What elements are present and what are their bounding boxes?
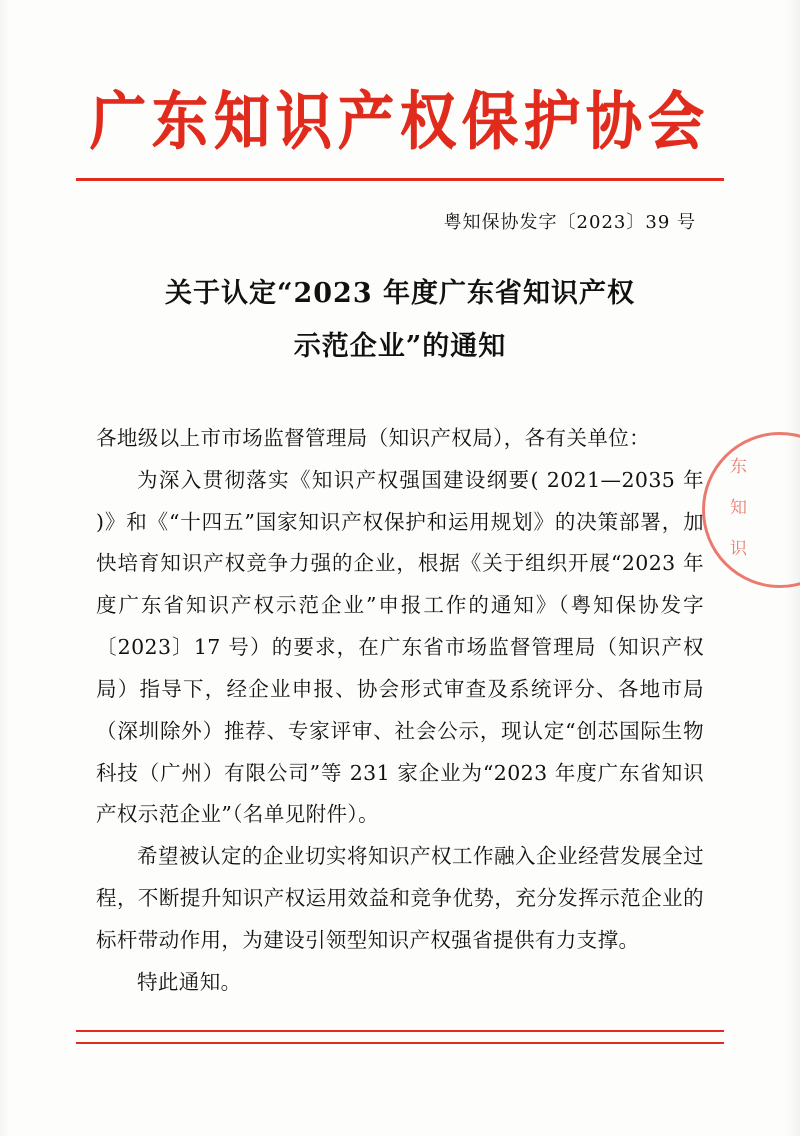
page-title <box>100 268 700 373</box>
document-number: 粤知保协发字〔2023〕39 号 <box>443 212 696 233</box>
masthead <box>0 84 800 159</box>
page-left-shadow <box>0 0 10 1136</box>
body-paragraph-1: 为深入贯彻落实《知识产权强国建设纲要( 2021—2035 年 )》和《“十四五”国家知识产权保护和运用规划》的决策部署，加快培育知识产权竞争力强的企业，根据《关于组织开展“2023 年度广东省知识产权示范企业”申报工作的通知》（粤知保协发字〔2023〕17 号）的要求，在广东省市场监督管理局（知识产权局）指导下，经企业申报、协会形式审查及系统评分、各地市局（深圳除外）推荐、专家评审、社会公示，现认定“创芯国际生物科技（广州）有限公司”等 231 家企业为“2023 年度广东省知识产权示范企业”（名单见附件）。 <box>96 467 704 827</box>
organization-name: 广东知识产权保护协会 <box>90 84 710 159</box>
footer-divider-rule-bottom <box>76 1042 724 1045</box>
document-body <box>96 418 704 1003</box>
official-seal-stamp <box>702 432 800 588</box>
seal-text: 东 知 识 <box>726 457 746 558</box>
page-title-line-1: 关于认定“2023 年度广东省知识产权 <box>164 278 636 309</box>
body-paragraph-closing: 特此通知。 <box>137 969 242 994</box>
body-paragraph-2: 希望被认定的企业切实将知识产权工作融入企业经营发展全过程，不断提升知识产权运用效益和竞争优势，充分发挥示范企业的标杆带动作用，为建设引领型知识产权强省提供有力支撑。 <box>96 844 704 952</box>
page-title-line-2: 示范企业”的通知 <box>293 330 507 362</box>
header-divider-rule <box>76 178 724 181</box>
body-paragraph-salutation: 各地级以上市市场监督管理局（知识产权局），各有关单位： <box>96 426 651 450</box>
footer-divider-rule-top <box>76 1030 724 1033</box>
